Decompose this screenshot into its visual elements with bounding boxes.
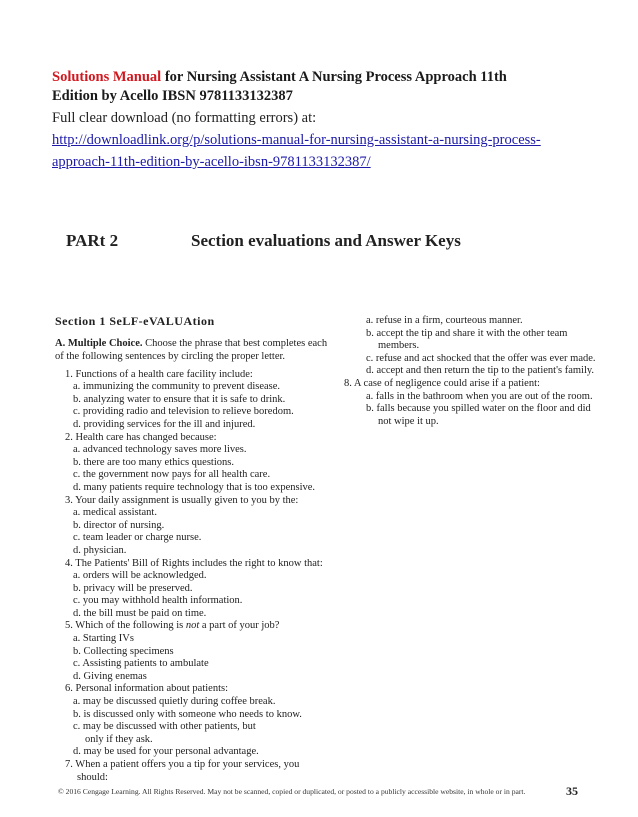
part-heading <box>66 231 461 251</box>
option: d. the bill must be paid on time. <box>73 607 207 619</box>
copyright-footer: © 2016 Cengage Learning. All Rights Reserved. May not be scanned, copied or duplicated, or posted to a publicly accessible website, in whole or in part. <box>58 787 526 796</box>
option: a. orders will be acknowledged. <box>73 570 207 582</box>
option: b. there are too many ethics questions. <box>73 456 234 468</box>
document-header <box>52 68 602 173</box>
section-title: Section 1 SeLF-eVALUAtion <box>55 314 215 328</box>
option: a. immunizing the community to prevent disease. <box>73 381 281 393</box>
option: c. the government now pays for all health care. <box>73 469 271 481</box>
option: a. falls in the bathroom when you are out of the room. <box>366 390 593 402</box>
download-link-line2[interactable]: approach-11th-edition-by-acello-ibsn-9781133132387/ <box>52 154 371 170</box>
option: a. advanced technology saves more lives. <box>73 444 247 456</box>
option: c. you may withhold health information. <box>73 595 243 607</box>
option: c. refuse and act shocked that the offer was ever made. <box>366 352 596 364</box>
header-title <box>52 68 602 87</box>
option: b. accept the tip and share it with the other team members. <box>366 327 568 352</box>
solutions-manual-label: Solutions Manual <box>52 69 162 85</box>
question-3: 3. Your daily assignment is usually given to you by the: <box>65 494 299 506</box>
option: c. Assisting patients to ambulate <box>73 658 209 670</box>
option: b. falls because you spilled water on the floor and did not wipe it up. <box>366 403 591 427</box>
option: b. is discussed only with someone who needs to know. <box>73 708 302 720</box>
option: d. may be used for your personal advantage. <box>73 746 259 758</box>
question-7: 7. When a patient offers you a tip for your services, you should: <box>65 759 300 783</box>
question-8: 8. A case of negligence could arise if a patient: <box>344 377 540 389</box>
download-text: Full clear download (no formatting errors) at: <box>52 110 317 126</box>
header-title-line2: Edition by Acello IBSN 9781133132387 <box>52 88 293 104</box>
option: d. accept and then return the tip to the patient's family. <box>366 365 595 377</box>
question-2: 2. Health care has changed because: <box>65 431 217 443</box>
option: c. may be discussed with other patients, but only if they ask. <box>73 721 256 745</box>
option: b. analyzing water to ensure that it is safe to drink. <box>73 393 286 405</box>
option: a. Starting IVs <box>73 633 134 645</box>
option: c. providing radio and television to relieve boredom. <box>73 406 294 418</box>
option: b. Collecting specimens <box>73 645 174 657</box>
option: d. many patients require technology that is too expensive. <box>73 481 316 493</box>
left-column <box>55 315 337 784</box>
download-link[interactable] <box>52 129 602 173</box>
option: d. Giving enemas <box>73 670 147 682</box>
option: d. providing services for the ill and injured. <box>73 418 256 430</box>
part-label: PARt 2 <box>66 231 119 250</box>
option: b. privacy will be preserved. <box>73 582 193 594</box>
part-title: Section evaluations and Answer Keys <box>191 231 461 250</box>
question-5: 5. Which of the following is not a part of your job? <box>65 620 280 632</box>
option: b. director of nursing. <box>73 519 165 531</box>
option: a. medical assistant. <box>73 507 157 519</box>
question-4: 4. The Patients' Bill of Rights includes the right to know that: <box>65 557 323 569</box>
option: c. team leader or charge nurse. <box>73 532 202 544</box>
download-link-line1[interactable]: http://downloadlink.org/p/solutions-manual-for-nursing-assistant-a-nursing-process- <box>52 132 541 148</box>
instructions: A. Multiple Choice. Choose the phrase that best completes each of the following sentences by circling the proper letter. <box>55 337 328 362</box>
question-1: 1. Functions of a health care facility include: <box>65 368 253 380</box>
page-number: 35 <box>566 784 578 798</box>
title-rest: for Nursing Assistant A Nursing Process Approach 11th <box>161 69 507 85</box>
question-6: 6. Personal information about patients: <box>65 683 229 695</box>
right-column <box>340 315 602 428</box>
option: d. physician. <box>73 544 127 556</box>
option: a. refuse in a firm, courteous manner. <box>366 315 523 326</box>
option: a. may be discussed quietly during coffee break. <box>73 696 276 708</box>
